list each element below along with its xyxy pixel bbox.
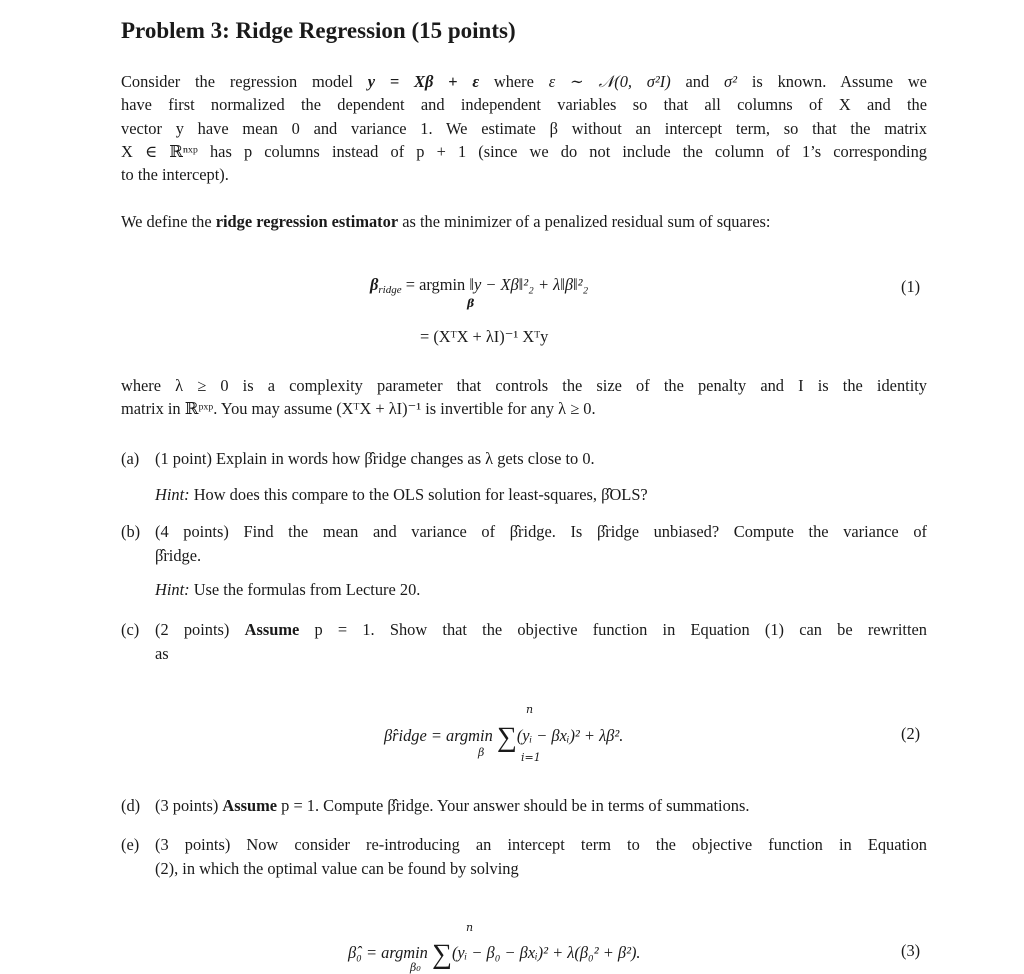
equation-3-number: (3)	[901, 941, 921, 960]
part-e	[121, 833, 927, 883]
part-a	[121, 447, 927, 507]
equation-2-argmin-subscript: β	[478, 746, 485, 759]
equation-2-number: (2)	[901, 724, 921, 743]
part-e-line-1: (3 points) Now consider re-introducing an intercept term to the objective function in Equation	[155, 835, 927, 854]
part-b-line-1: (4 points) Find the mean and variance of β̂ridge. Is β̂ridge unbiased? Compute the variance of	[155, 522, 927, 541]
where-line-2: matrix in ℝᵖˣᵖ. You may assume (XᵀX + λI)⁻¹ is invertible for any λ ≥ 0.	[121, 399, 596, 419]
intro-line-5: to the intercept).	[121, 165, 229, 185]
part-c-line-2: as	[155, 644, 169, 663]
part-a-hint: Hint: How does this compare to the OLS solution for least-squares, β̂OLS?	[155, 485, 648, 504]
part-b-label: (b)	[121, 522, 141, 541]
equation-1-line-2: = (XᵀX + λI)⁻¹ Xᵀy	[420, 327, 549, 346]
part-a-text: (1 point) Explain in words how β̂ridge changes as λ gets close to 0.	[155, 449, 595, 468]
part-a-label: (a)	[121, 449, 140, 468]
part-b	[121, 520, 927, 605]
part-d-label: (d)	[121, 796, 141, 815]
intro-line-1: Consider the regression model y = Xβ + ε where ε ∼ 𝒩(0, σ²I) and σ² is known. Assume we	[121, 72, 927, 91]
part-b-hint: Hint: Use the formulas from Lecture 20.	[155, 580, 421, 599]
part-d-text: (3 points) Assume p = 1. Compute β̂ridge. Your answer should be in terms of summations.	[155, 796, 750, 815]
equation-1-argmin-subscript: β	[467, 297, 475, 310]
part-e-label: (e)	[121, 835, 140, 854]
equation-3-sum-top: n	[466, 921, 474, 934]
problem-title: Problem 3: Ridge Regression (15 points)	[121, 18, 516, 43]
equation-1-line-1: $\beta_{ridge} = argmin$ ‖y − Xβ‖²₂ + λ‖β‖²₂	[370, 275, 589, 296]
intro-line-2: have first normalized the dependent and independent variables so that all columns of X and the	[121, 95, 927, 115]
intro-line-3: vector y have mean 0 and variance 1. We estimate β without an intercept term, so that the matrix	[121, 118, 927, 138]
intro-paragraph	[121, 70, 927, 186]
equation-2-sum-top: n	[526, 703, 534, 716]
part-c-line-1: (2 points) Assume p = 1. Show that the objective function in Equation (1) can be rewritten	[155, 620, 927, 639]
where-paragraph	[121, 374, 927, 421]
equation-3: β̂₀ = argmin ∑(yᵢ − β₀ − βxᵢ)² + λ(β₀² + β²).	[348, 939, 641, 970]
equation-2-sum-bottom: i=1	[521, 751, 541, 764]
part-d	[121, 794, 927, 820]
equation-2: β̂ridge = argmin ∑(yᵢ − βxᵢ)² + λβ².	[384, 722, 624, 753]
part-c	[121, 618, 927, 668]
definition-sentence: We define the ridge regression estimator as the minimizer of a penalized residual sum of squares:	[121, 212, 771, 231]
part-c-label: (c)	[121, 620, 140, 639]
intro-line-4: X ∈ ℝⁿˣᵖ has p columns instead of p + 1 (since we do not include the column of 1’s corresponding	[121, 141, 927, 161]
part-e-line-2: (2), in which the optimal value can be found by solving	[155, 859, 519, 878]
where-line-1: where λ ≥ 0 is a complexity parameter that controls the size of the penalty and I is the identity	[121, 376, 927, 395]
equation-3-argmin-subscript: β₀	[410, 961, 421, 974]
part-b-line-2: β̂ridge.	[155, 546, 202, 565]
equation-1-number: (1)	[901, 277, 921, 296]
